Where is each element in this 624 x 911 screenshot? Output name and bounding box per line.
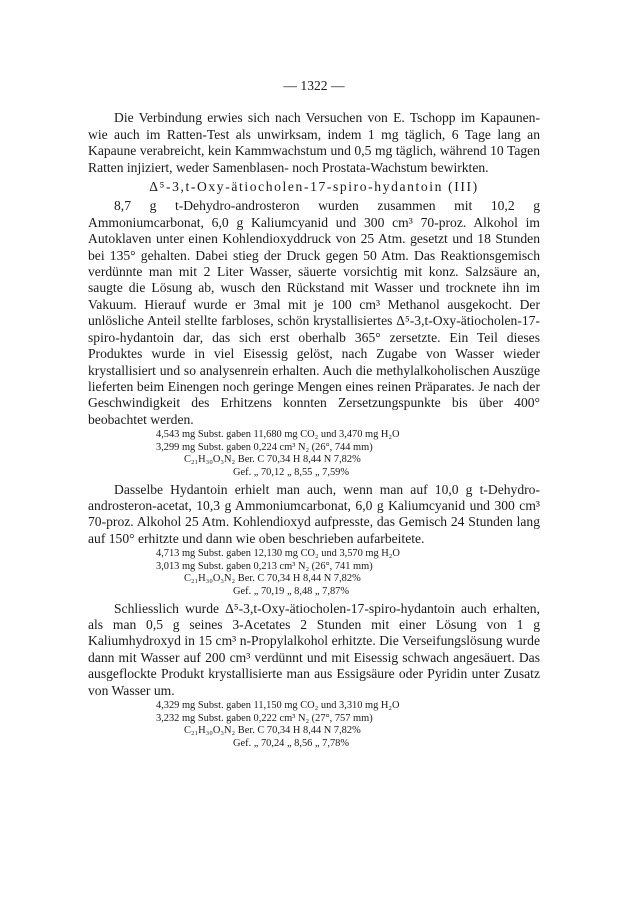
analysis-line: 4,543 mg Subst. gaben 11,680 mg CO₂ und 3,470 mg H₂O bbox=[156, 429, 400, 441]
analysis-line: C₂₁H₃₀O₃N₂ Ber. C 70,34 H 8,44 N 7,82% bbox=[184, 725, 361, 737]
analysis-block-1 bbox=[88, 429, 540, 479]
analysis-line: Gef. „ 70,24 „ 8,56 „ 7,78% bbox=[233, 737, 349, 749]
analysis-line: 3,013 mg Subst. gaben 0,213 cm³ N₂ (26°, 741 mm) bbox=[156, 560, 373, 572]
paragraph-activity: Die Verbindung erwies sich nach Versuchen von E. Tschopp im Kapaunen- wie auch im Ratten-Test als unwirksam, indem 1 mg täglich, 6 Tage lang an Kapaune verabreicht, kein Kammwachstum und 0,5 mg täglich, während 10 Tagen Ratten injiziert, weder Samenblasen- noch Prostata-Wachstum bewirkten. bbox=[88, 110, 540, 175]
paragraph-synthesis: 8,7 g t-Dehydro-androsteron wurden zusammen mit 10,2 g Ammoniumcarbonat, 6,0 g Kaliumcyanid und 300 cm³ 70-proz. Alkohol im Autoklaven unter einen Kohlendioxyddruck von 25 Atm. gesetzt und 18 Stunden bei 135° gehalten. Dabei stieg der Druck gegen 50 Atm. Das Reaktionsgemisch verdünnte man mit 2 Liter Wasser, säuerte vorsichtig mit konz. Salzsäure an, saugte die Lösung ab, wusch den Rückstand mit Wasser und trocknete ihn im Vakuum. Hierauf wurde er 3mal mit je 100 cm³ Methanol ausgekocht. Der unlösliche Anteil stellte farbloses, schön krystallisiertes Δ⁵-3,t-Oxy-ätiocholen-17-spiro-hydantoin dar, das sich erst oberhalb 365° zersetzte. Ein Teil dieses Produktes wurde in viel Eisessig gelöst, nach Zugabe von Wasser wieder krystallisiert und so analysenrein erhalten. Auch die methylalkoholischen Auszüge lieferten beim Einengen noch geringe Mengen eines reinen Präparates. Je nach der Geschwindigkeit des Erhitzens konnten Zersetzungspunkte bis über 400° beobachtet werden. bbox=[88, 198, 540, 427]
analysis-line: 3,299 mg Subst. gaben 0,224 cm³ N₂ (26°, 744 mm) bbox=[156, 441, 373, 453]
analysis-line: 4,329 mg Subst. gaben 11,150 mg CO₂ und 3,310 mg H₂O bbox=[156, 699, 400, 711]
analysis-line: 4,713 mg Subst. gaben 12,130 mg CO₂ und 3,570 mg H₂O bbox=[156, 548, 400, 560]
analysis-line: 3,232 mg Subst. gaben 0,222 cm³ N₂ (27°, 757 mm) bbox=[156, 712, 373, 724]
paragraph-saponification: Schliesslich wurde Δ⁵-3,t-Oxy-ätiocholen-17-spiro-hydantoin auch erhalten, als man 0,5 g seines 3-Acetates 2 Stunden mit einer Lösung von 1 g Kaliumhydroxyd in 15 cm³ n-Propylalkohol erhitzte. Die Verseifungslösung wurde dann mit Wasser auf 200 cm³ verdünnt und mit Eisessig schwach angesäuert. Das ausgeflockte Produkt krystallisierte man aus Essigsäure oder Pyridin unter Zusatz von Wasser um. bbox=[88, 600, 540, 698]
section-heading: Δ⁵-3,t-Oxy-ätiocholen-17-spiro-hydantoin (III) bbox=[149, 179, 479, 195]
analysis-line: C₂₁H₃₀O₃N₂ Ber. C 70,34 H 8,44 N 7,82% bbox=[184, 573, 361, 585]
page bbox=[88, 78, 540, 752]
page-number: — 1322 — bbox=[283, 78, 345, 93]
analysis-line: Gef. „ 70,19 „ 8,48 „ 7,87% bbox=[233, 585, 349, 597]
analysis-block-2 bbox=[88, 548, 540, 598]
paragraph-acetate-route: Dasselbe Hydantoin erhielt man auch, wenn man auf 10,0 g t-Dehydro-androsteron-acetat, 10,3 g Ammoniumcarbonat, 6,0 g Kaliumcyanid und 300 cm³ 70-proz. Alkohol 25 Atm. Kohlendioxyd aufpresste, das Gemisch 24 Stunden lang auf 150° erhitzte und dann wie oben beschrieben aufarbeitete. bbox=[88, 481, 540, 546]
analysis-block-3 bbox=[88, 700, 540, 750]
analysis-line: C₂₁H₃₀O₃N₂ Ber. C 70,34 H 8,44 N 7,82% bbox=[184, 454, 361, 466]
analysis-line: Gef. „ 70,12 „ 8,55 „ 7,59% bbox=[233, 466, 349, 478]
